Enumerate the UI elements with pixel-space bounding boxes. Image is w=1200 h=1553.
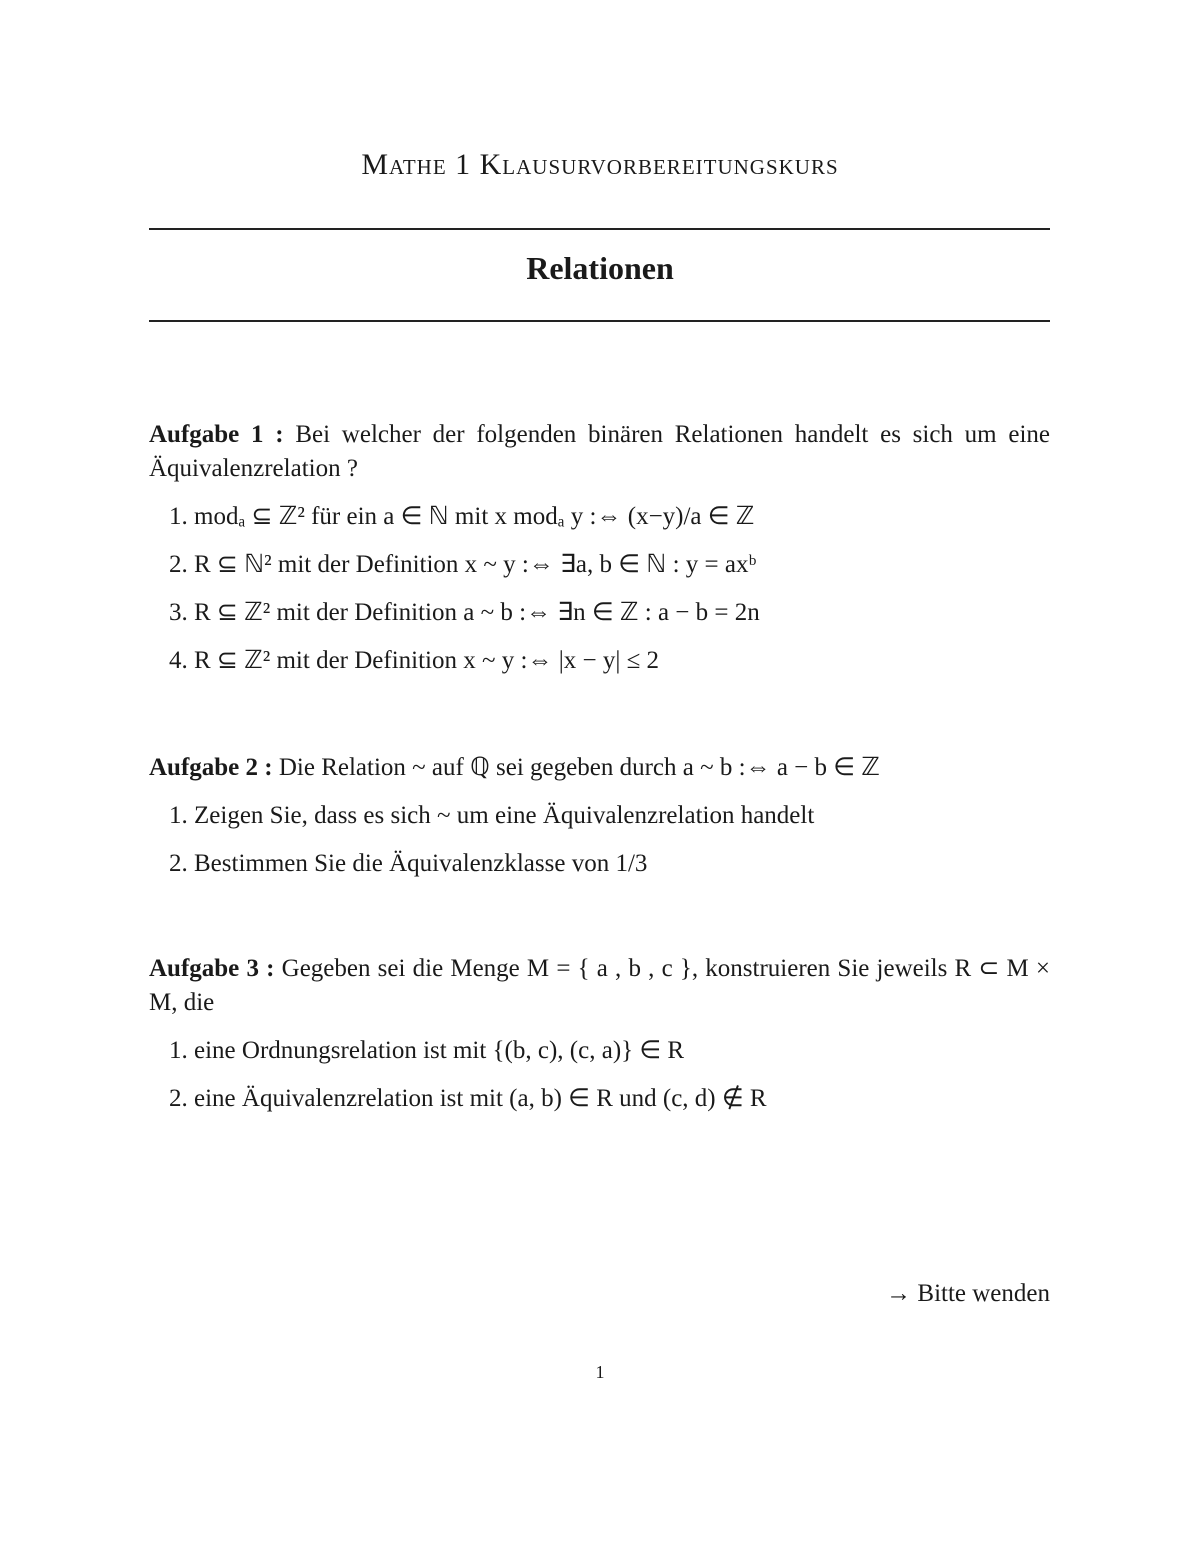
task-2 [149, 751, 1050, 881]
task-2-item-2: 2. Bestimmen Sie die Äquivalenzklasse von 1/3 [169, 850, 648, 877]
task-1 [149, 418, 1050, 678]
task-1-item-4: 4. R ⊆ ℤ² mit der Definition x ~ y :⇔ |x − y| ≤ 2 [169, 647, 660, 674]
task-1-item-3: 3. R ⊆ ℤ² mit der Definition a ~ b :⇔ ∃n ∈ ℤ : a − b = 2n [169, 599, 760, 626]
page-number: 1 [595, 1362, 605, 1382]
task-3-items [149, 1034, 1050, 1116]
course-title: Mathe 1 Klausurvorbereitungskurs [361, 148, 839, 181]
top-rule [149, 228, 1050, 230]
task-2-statement [149, 751, 1050, 785]
task-1-item-1: 1. modₐ ⊆ ℤ² für ein a ∈ ℕ mit x modₐ y :⇔ (x−y)/a ∈ ℤ [169, 503, 755, 530]
task-1-item-2: 2. R ⊆ ℕ² mit der Definition x ~ y :⇔ ∃a, b ∈ ℕ : y = axᵇ [169, 551, 757, 578]
task-3 [149, 952, 1050, 1116]
task-3-text: Gegeben sei die Menge M = { a , b , c }, konstruieren Sie jeweils R ⊂ M × M, die [149, 955, 1051, 1016]
task-2-label: Aufgabe 2 : [149, 754, 273, 781]
task-3-statement [149, 952, 1050, 1020]
task-1-text: Bei welcher der folgenden binären Relationen handelt es sich um eine Äquivalenzrelation ? [149, 421, 1051, 482]
task-2-item-1: 1. Zeigen Sie, dass es sich ~ um eine Äquivalenzrelation handelt [169, 802, 815, 829]
sheet-title: Relationen [526, 250, 674, 286]
task-3-label: Aufgabe 3 : [149, 955, 275, 982]
task-1-label: Aufgabe 1 : [149, 421, 284, 448]
task-2-text: Die Relation ~ auf ℚ sei gegeben durch a ~ b :⇔ a − b ∈ ℤ [278, 754, 880, 781]
task-2-items [149, 799, 1050, 881]
turn-page-note: → Bitte wenden [886, 1280, 1050, 1307]
task-1-statement [149, 418, 1050, 486]
bottom-rule [149, 320, 1050, 322]
task-3-item-2: 2. eine Äquivalenzrelation ist mit (a, b) ∈ R und (c, d) ∉ R [169, 1085, 767, 1112]
task-3-item-1: 1. eine Ordnungsrelation ist mit {(b, c), (c, a)} ∈ R [169, 1037, 685, 1064]
task-1-items [149, 500, 1050, 678]
